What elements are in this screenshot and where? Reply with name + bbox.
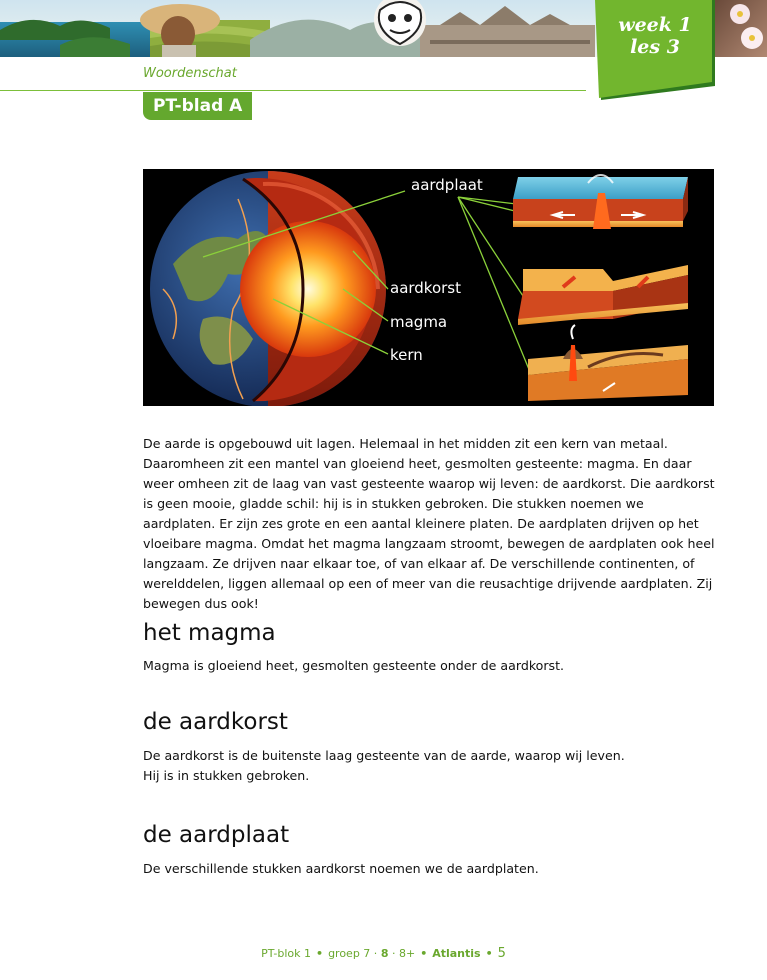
week-number: week 1 <box>618 14 692 36</box>
footer-group-prefix: groep 7 <box>328 947 371 960</box>
definition-line: De aardkorst is de buitenste laag gesteente van de aarde, waarop wij leven. <box>143 748 625 763</box>
earth-layers-illustration <box>143 169 714 406</box>
label-aardplaat: aardplaat <box>411 176 483 194</box>
section-label: Woordenschat <box>143 66 237 81</box>
term-definition-magma: Magma is gloeiend heet, gesmolten gesteente onder de aardkorst. <box>143 658 565 673</box>
week-lesson-label <box>607 14 703 58</box>
label-kern: kern <box>390 346 423 364</box>
term-definition-aardkorst <box>143 746 718 786</box>
definition-line: Hij is in stukken gebroken. <box>143 768 310 783</box>
footer-group-suffix: 8+ <box>398 947 416 960</box>
label-magma: magma <box>390 313 448 331</box>
page-footer: PT-blok 1 • groep 7 · 8 · 8+ • Atlantis • 5 <box>261 946 506 961</box>
footer-group-bold: 8 <box>380 947 389 960</box>
footer-method: Atlantis <box>432 947 481 960</box>
label-aardkorst: aardkorst <box>390 279 462 297</box>
header-divider <box>0 90 586 91</box>
term-heading-magma: het magma <box>143 620 276 646</box>
term-definition-aardplaat: De verschillende stukken aardkorst noemen we de aardplaten. <box>143 861 539 876</box>
term-heading-aardkorst: de aardkorst <box>143 709 288 735</box>
page-number: 5 <box>497 946 506 961</box>
intro-paragraph: De aarde is opgebouwd uit lagen. Helemaal in het midden zit een kern van metaal. Daaromheen zit een mantel van gloeiend heet, gesmolten gesteente: magma. En daar weer omheen zit de laag van vast gesteente waarop wij leven: de aardkorst. Die aardkorst is geen mooie, gladde schil: hij is in stukken gebroken. Die stukken noemen we aardplaten. Er zijn zes grote en een aantal kleinere platen. De aardplaten drijven op het vloeibare magma. Omdat het magma langzaam stroomt, bewegen de aardplaten ook heel langzaam. Ze drijven naar elkaar toe, of van elkaar af. De verschillende continenten, of werelddelen, liggen allemaal op een of meer van die reusachtige drijvende aardplaten. Zij bewegen dus ook! <box>143 436 715 611</box>
lesson-number: les 3 <box>630 36 680 58</box>
term-heading-aardplaat: de aardplaat <box>143 822 290 848</box>
footer-block: PT-blok 1 <box>261 947 312 960</box>
worksheet-badge: PT-blad A <box>143 92 252 120</box>
